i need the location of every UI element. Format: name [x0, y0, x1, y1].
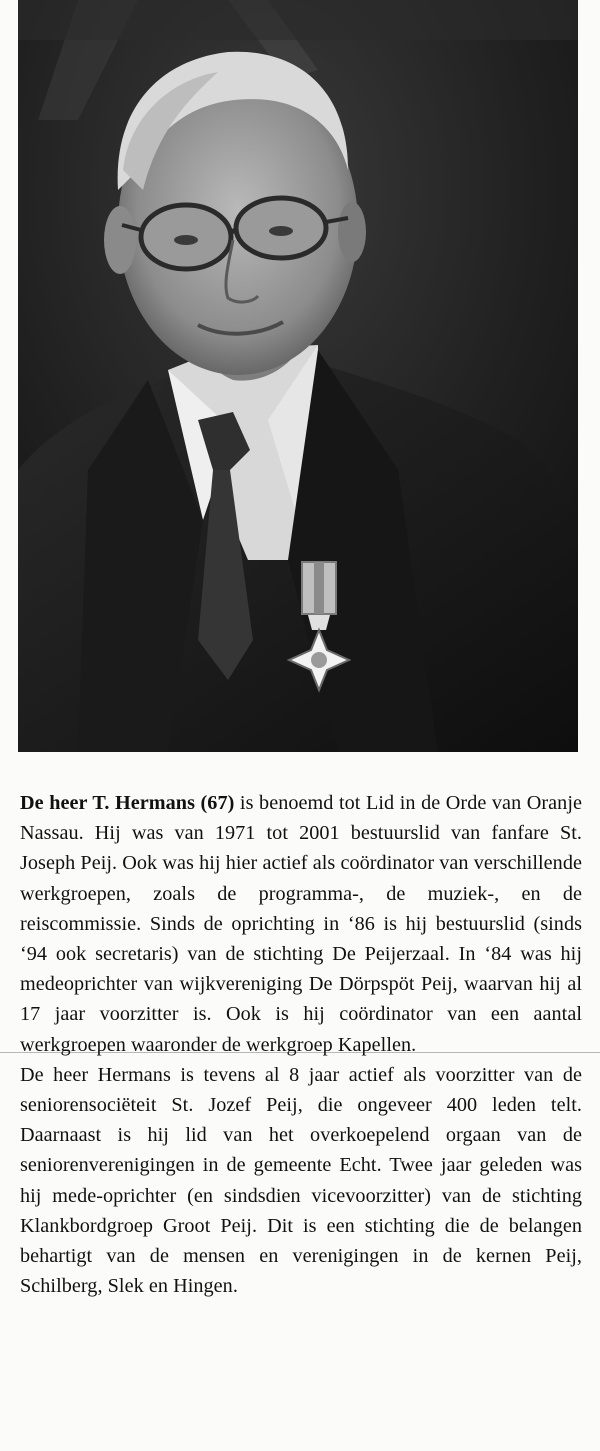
caption-paragraph-1-text: is benoemd tot Lid in de Orde van Oranje Nassau. Hij was van 1971 tot 2001 bestuurslid van fanfare St. Joseph Peij. Ook was hij hier actief als coördinator van verschillende werkgroepen, zoals de programma-, de muziek-, en de reiscommissie. Sinds de oprichting in ‘86 is hij bestuurslid (sinds ‘94 ook secretaris) van de stichting De Peijerzaal. In ‘84 was hij medeoprichter van wijkvereniging De Dörpspöt Peij, waarvan hij al 17 jaar voorzitter is. Ook is hij coördinator van een aantal werkgroepen waaronder de werkgroep Kapellen. — [20, 792, 582, 1056]
portrait-photo — [18, 0, 578, 752]
caption-lead: De heer T. Hermans (67) — [20, 792, 235, 814]
portrait-illustration — [18, 0, 578, 752]
caption-paragraph-1 — [20, 788, 582, 1060]
scan-artifact-line — [0, 1052, 600, 1053]
photo-caption — [20, 788, 582, 1301]
caption-paragraph-2: De heer Hermans is tevens al 8 jaar actief als voorzitter van de seniorensociëteit St. Jozef Peij, die ongeveer 400 leden telt. Daarnaast is hij lid van het overkoepelend orgaan van de seniorenverenigingen in de gemeente Echt. Twee jaar geleden was hij mede-oprichter (en sindsdien vicevoorzitter) van de stichting Klankbordgroep Groot Peij. Dit is een stichting die de belangen behartigt van de mensen en verenigingen in de kernen Peij, Schilberg, Slek en Hingen. — [20, 1063, 582, 1298]
